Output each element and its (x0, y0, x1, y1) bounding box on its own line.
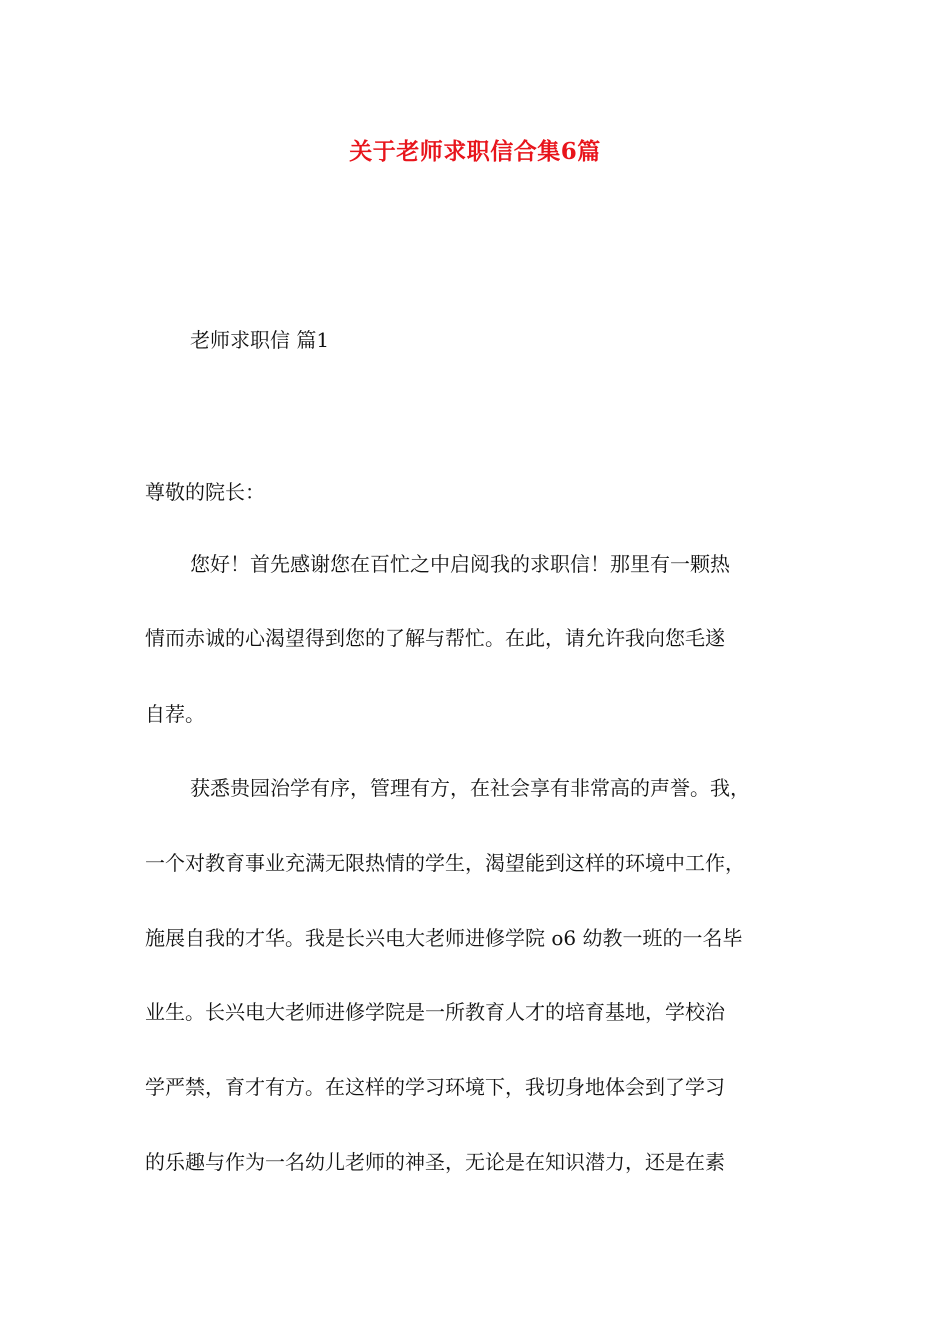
paragraph-line: 的乐趣与作为一名幼儿老师的神圣，无论是在知识潜力，还是在素 (145, 1150, 725, 1174)
paragraph-line: 学严禁，育才有方。在这样的学习环境下，我切身地体会到了学习 (145, 1075, 725, 1099)
paragraph-line: 施展自我的才华。我是长兴电大老师进修学院 o6 幼教一班的一名毕 (145, 926, 743, 950)
document-title: 关于老师求职信合集6篇 (349, 138, 601, 165)
paragraph-line: 您好！首先感谢您在百忙之中启阅我的求职信！那里有一颗热 (190, 552, 730, 576)
paragraph-line: 情而赤诚的心渴望得到您的了解与帮忙。在此，请允许我向您毛遂 (145, 626, 725, 650)
paragraph-line: 业生。长兴电大老师进修学院是一所教育人才的培育基地，学校治 (145, 1000, 725, 1024)
paragraph-line: 自荐。 (145, 702, 205, 726)
paragraph-line: 一个对教育事业充满无限热情的学生，渴望能到这样的环境中工作， (145, 851, 745, 875)
paragraph-line: 获悉贵园治学有序，管理有方，在社会享有非常高的声誉。我， (190, 776, 750, 800)
section-heading: 老师求职信 篇1 (190, 328, 330, 352)
salutation: 尊敬的院长： (145, 480, 265, 504)
